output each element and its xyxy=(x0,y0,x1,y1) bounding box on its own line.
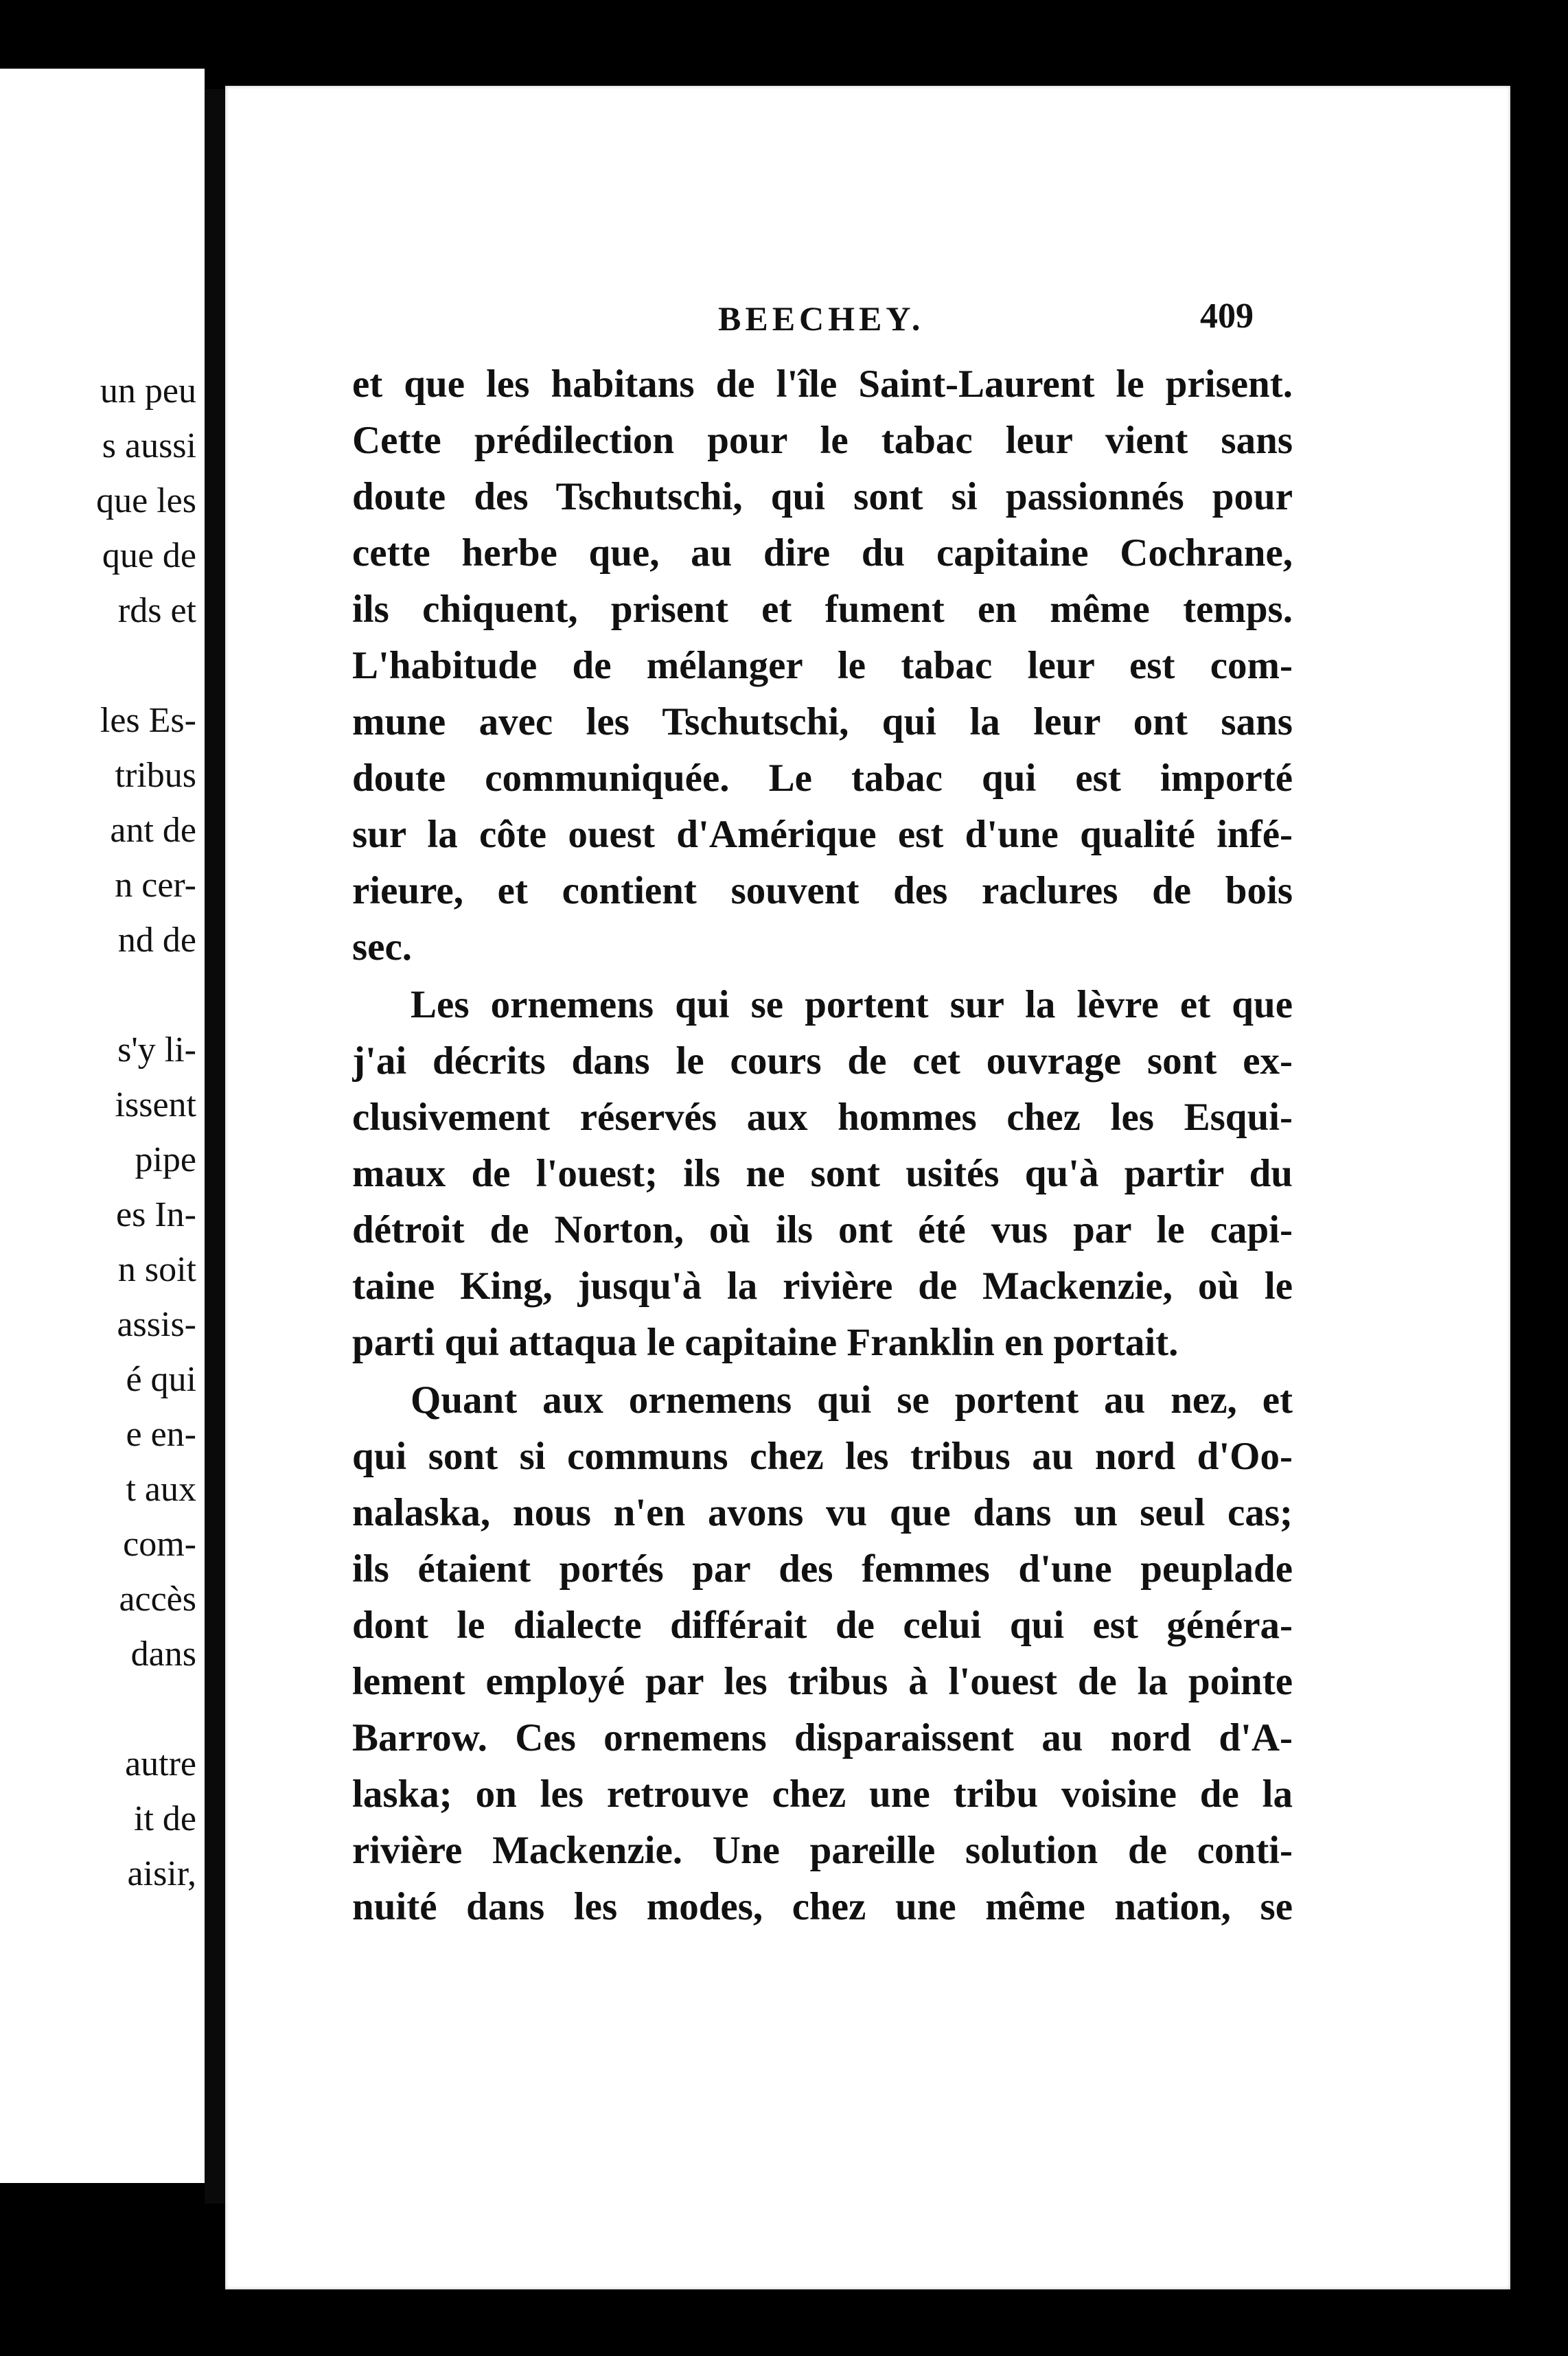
paragraph-2 xyxy=(352,977,1293,1371)
text-line: détroit de Norton, où ils ont été vus par le capi- xyxy=(352,1208,1293,1251)
left-line: issent xyxy=(115,1085,196,1124)
text-line: Les ornemens qui se portent sur la lèvre et que xyxy=(411,983,1293,1026)
text-line: Quant aux ornemens qui se portent au nez, et xyxy=(411,1378,1293,1422)
text-line: qui sont si communs chez les tribus au nord d'Oo- xyxy=(352,1435,1293,1478)
text-line: sec. xyxy=(352,925,413,969)
left-line: tribus xyxy=(115,756,196,795)
text-line: nuité dans les modes, chez une même nation, se xyxy=(352,1885,1293,1928)
text-line: cette herbe que, au dire du capitaine Cochrane, xyxy=(352,531,1293,575)
left-line: es In- xyxy=(116,1195,196,1234)
text-line: rivière Mackenzie. Une pareille solution de conti- xyxy=(352,1829,1293,1872)
left-line xyxy=(0,1682,196,1737)
left-line: que les xyxy=(96,481,196,520)
text-line: laska; on les retrouve chez une tribu voisine de la xyxy=(352,1772,1293,1816)
left-line: aisir, xyxy=(127,1854,196,1893)
left-line: assis- xyxy=(117,1305,196,1344)
left-line: autre xyxy=(125,1744,196,1783)
text-line: clusivement réservés aux hommes chez les Esqui- xyxy=(352,1096,1293,1139)
text-line: sur la côte ouest d'Amérique est d'une qualité infé- xyxy=(352,813,1293,856)
left-line: accès xyxy=(119,1580,196,1619)
left-line: n soit xyxy=(117,1250,196,1289)
left-page-text xyxy=(0,364,196,1902)
left-line: n cer- xyxy=(115,866,196,905)
text-line: ils chiquent, prisent et fument en même temps. xyxy=(352,588,1293,631)
left-page-fragment xyxy=(0,69,205,2183)
text-line: ils étaient portés par des femmes d'une peuplade xyxy=(352,1547,1293,1591)
text-line: L'habitude de mélanger le tabac leur est com- xyxy=(352,644,1293,687)
left-line: s'y li- xyxy=(117,1030,196,1070)
text-line: doute communiquée. Le tabac qui est importé xyxy=(352,757,1293,800)
paragraph-3 xyxy=(352,1372,1293,1935)
left-line: e en- xyxy=(126,1415,196,1454)
left-line: nd de xyxy=(117,921,196,960)
text-line: taine King, jusqu'à la rivière de Mackenzie, où le xyxy=(352,1264,1293,1308)
left-line: com- xyxy=(123,1525,196,1564)
left-line xyxy=(0,968,196,1023)
text-line: parti qui attaqua le capitaine Franklin en portait. xyxy=(352,1321,1179,1364)
text-line: Cette prédilection pour le tabac leur vient sans xyxy=(352,419,1293,462)
page-number: 409 xyxy=(1200,297,1254,336)
text-line: maux de l'ouest; ils ne sont usités qu'à partir du xyxy=(352,1152,1293,1195)
left-line xyxy=(0,638,196,693)
left-line: que de xyxy=(102,536,196,575)
page-header xyxy=(225,292,1510,360)
running-head: BEECHEY. xyxy=(718,299,925,338)
text-line: Barrow. Ces ornemens disparaissent au nord d'A- xyxy=(352,1716,1293,1759)
left-line: t aux xyxy=(126,1470,196,1509)
left-line: pipe xyxy=(135,1140,196,1179)
left-line: rds et xyxy=(117,591,196,630)
body-text xyxy=(352,356,1293,1935)
text-line: j'ai décrits dans le cours de cet ouvrage sont ex- xyxy=(352,1039,1293,1083)
left-line: s aussi xyxy=(102,426,196,465)
left-line: ant de xyxy=(110,811,196,850)
text-line: dont le dialecte différait de celui qui est généra- xyxy=(352,1604,1293,1647)
left-line: it de xyxy=(134,1799,196,1838)
text-line: doute des Tschutschi, qui sont si passionnés pour xyxy=(352,475,1293,518)
text-line: mune avec les Tschutschi, qui la leur ont sans xyxy=(352,700,1293,743)
left-line: les Es- xyxy=(100,701,196,740)
text-line: nalaska, nous n'en avons vu que dans un seul cas; xyxy=(352,1491,1293,1534)
paragraph-1 xyxy=(352,356,1293,975)
text-line: rieure, et contient souvent des raclures de bois xyxy=(352,869,1293,912)
left-line: un peu xyxy=(100,371,196,411)
text-line: et que les habitans de l'île Saint-Laurent le prisent. xyxy=(352,362,1293,406)
text-line: lement employé par les tribus à l'ouest de la pointe xyxy=(352,1660,1293,1703)
right-page xyxy=(225,86,1510,2289)
left-line: dans xyxy=(130,1635,196,1674)
left-line: é qui xyxy=(126,1360,196,1399)
